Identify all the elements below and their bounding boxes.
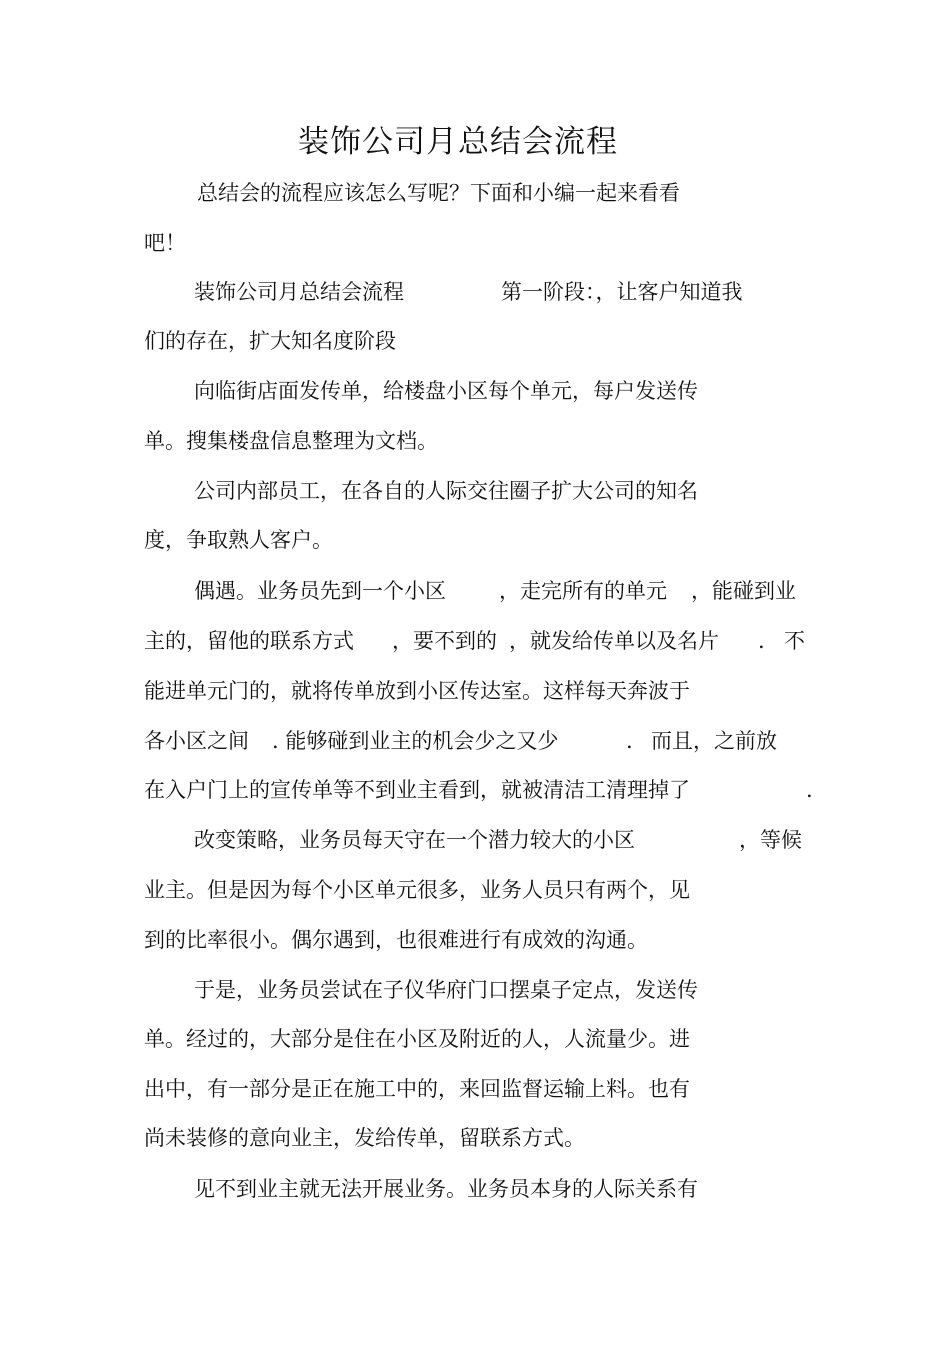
- text-line: 主的，留他的联系方式: [144, 629, 354, 653]
- text-line: 不: [784, 629, 805, 653]
- text-line: 能进单元门的，就将传单放到小区传达室。这样每天奔波于: [144, 679, 690, 703]
- text-line: ，能碰到业: [691, 579, 796, 603]
- text-line: 们的存在，扩大知名度阶段: [144, 329, 396, 353]
- text-line: 见不到业主就无法开展业务。业务员本身的人际关系有: [194, 1177, 698, 1201]
- text-line: 偶遇。业务员先到一个小区: [194, 579, 446, 603]
- text-line: 改变策略，业务员每天守在一个潜力较大的小区: [194, 828, 635, 852]
- text-line: 出中，有一部分是正在施工中的，来回监督运输上料。也有: [144, 1077, 690, 1101]
- text-line: 吧！: [144, 231, 186, 255]
- text-line: 业主。但是因为每个小区单元很多，业务人员只有两个，见: [144, 878, 690, 902]
- text-line: 尚未装修的意向业主，发给传单，留联系方式。: [144, 1126, 585, 1150]
- text-line: . 能够碰到业主的机会少之又少: [272, 729, 559, 753]
- text-line: .: [806, 778, 813, 802]
- text-line: 单。经过的，大部分是住在小区及附近的人，人流量少。进: [144, 1027, 690, 1051]
- document-title: 装饰公司月总结会流程: [298, 124, 618, 160]
- text-line: 单。搜集楼盘信息整理为文档。: [144, 429, 438, 453]
- text-line: ，要不到的: [392, 629, 497, 653]
- text-line: ，就发给传单以及名片: [509, 629, 719, 653]
- text-line: 于是，业务员尝试在子仪华府门口摆桌子定点，发送传: [194, 978, 698, 1002]
- text-line: 第一阶段：，让客户知道我: [501, 280, 743, 304]
- text-line: 度，争取熟人客户。: [144, 528, 333, 552]
- text-line: 向临街店面发传单，给楼盘小区每个单元，每户发送传: [194, 379, 698, 403]
- text-line: 各小区之间: [144, 729, 249, 753]
- text-line: 总结会的流程应该怎么写呢？下面和小编一起来看看: [197, 181, 680, 205]
- text-line: 而且，之前放: [651, 729, 777, 753]
- text-line: 到的比率很小。偶尔遇到，也很难进行有成效的沟通。: [144, 928, 648, 952]
- text-line: ，等候: [739, 828, 802, 852]
- text-line: .: [758, 629, 765, 653]
- text-line: .: [626, 729, 633, 753]
- text-line: ，走完所有的单元: [499, 579, 667, 603]
- text-line: 在入户门上的宣传单等不到业主看到，就被清洁工清理掉了: [144, 778, 690, 802]
- text-line: 装饰公司月总结会流程: [194, 280, 404, 304]
- text-line: 公司内部员工，在各自的人际交往圈子扩大公司的知名: [194, 479, 698, 503]
